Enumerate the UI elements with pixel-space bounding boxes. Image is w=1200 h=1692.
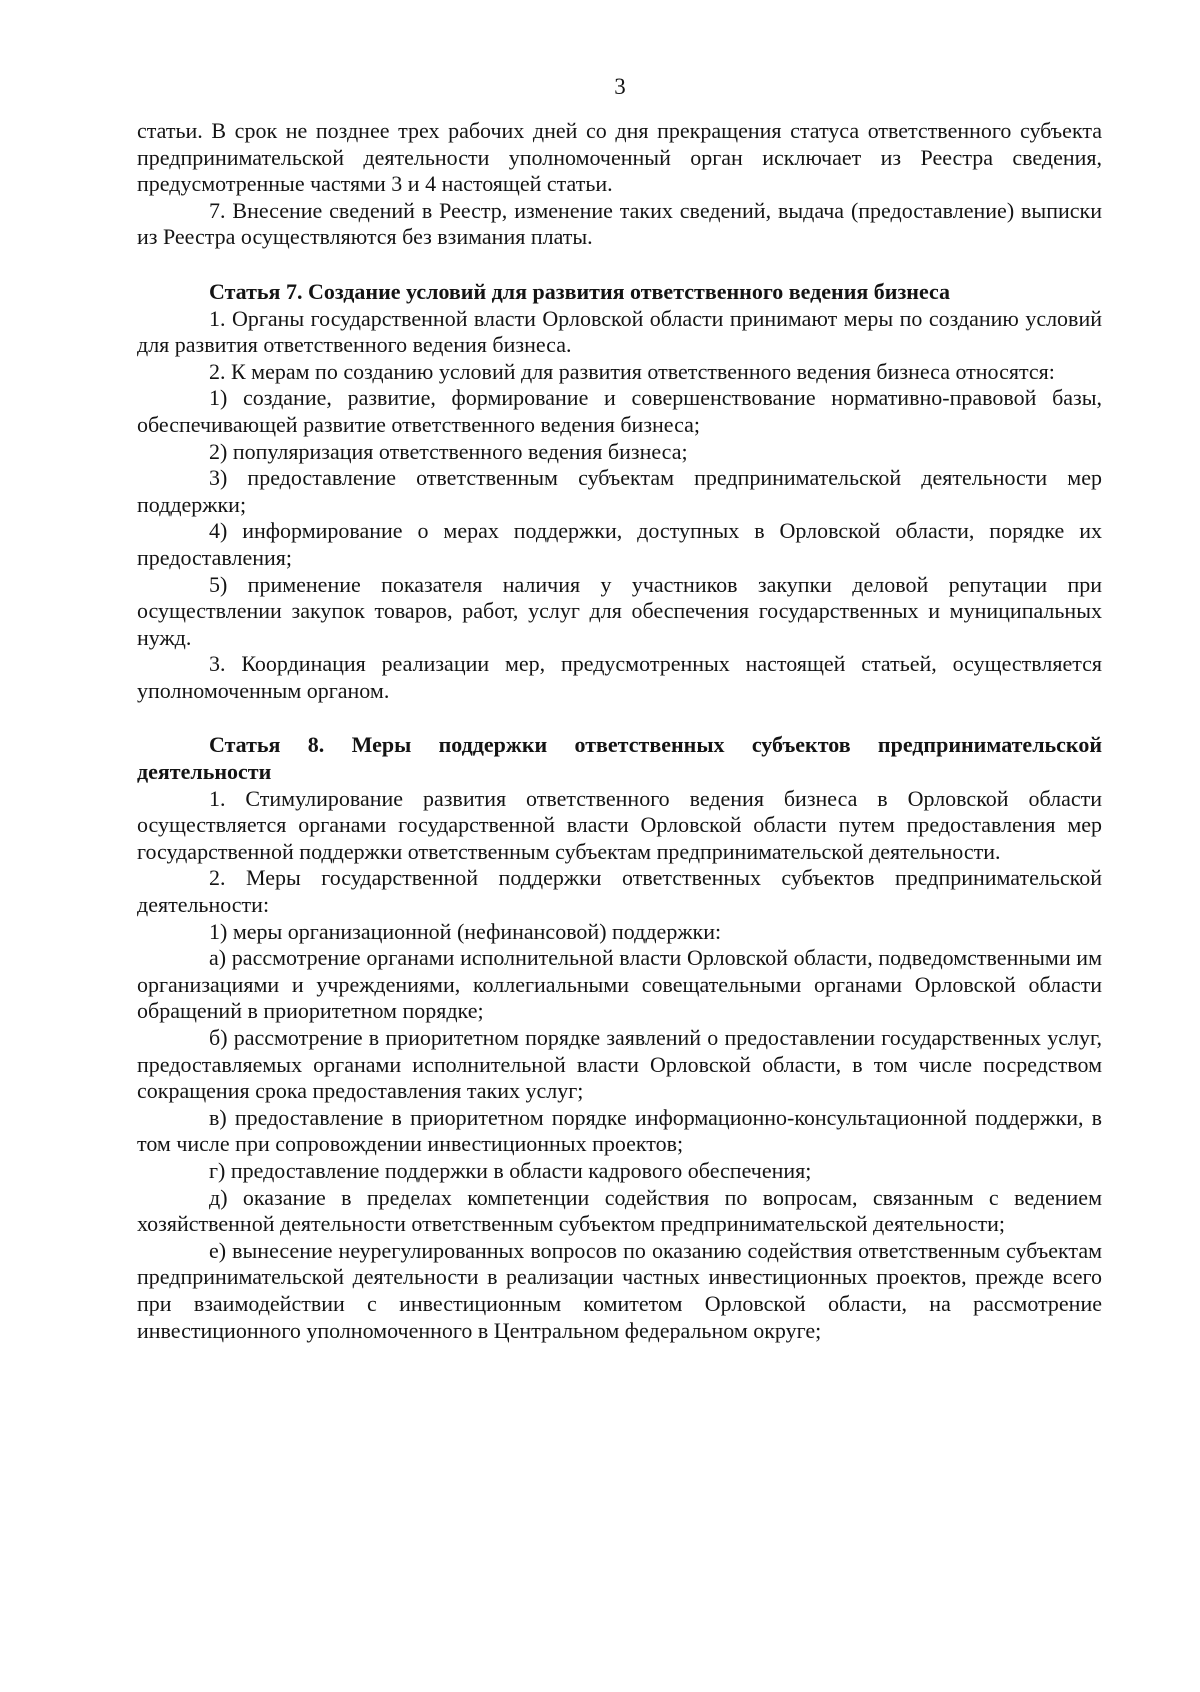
list-item: 4) информирование о мерах поддержки, доступных в Орловской области, порядке их предоставления; — [137, 518, 1102, 570]
paragraph: 1. Стимулирование развития ответственного ведения бизнеса в Орловской области осуществляется органами государственной власти Орловской области путем предоставления мер государственной поддержки ответственным субъектам предпринимательской деятельности. — [137, 785, 1102, 864]
paragraph: 3. Координация реализации мер, предусмотренных настоящей статьей, осуществляется уполномоченным органом. — [137, 651, 1102, 703]
document-body — [137, 118, 1102, 1344]
section-gap — [137, 704, 1102, 732]
paragraph: 7. Внесение сведений в Реестр, изменение таких сведений, выдача (предоставление) выписки из Реестра осуществляются без взимания платы. — [137, 197, 1102, 250]
list-item: а) рассмотрение органами исполнительной власти Орловской области, подведомственными им организациями и учреждениями, коллегиальными совещательными органами Орловской области обращений в приоритетном порядке; — [137, 945, 1102, 1024]
list-item: в) предоставление в приоритетном порядке информационно-консультационной поддержки, в том числе при сопровождении инвестиционных проектов; — [137, 1104, 1102, 1157]
paragraph: 2. К мерам по созданию условий для развития ответственного ведения бизнеса относятся: — [209, 358, 1055, 384]
paragraph: статьи. В срок не позднее трех рабочих дней со дня прекращения статуса ответственного субъекта предпринимательской деятельности уполномоченный орган исключает из Реестра сведения, предусмотренные частями 3 и 4 настоящей статьи. — [137, 118, 1102, 197]
paragraph: 2. Меры государственной поддержки ответственных субъектов предпринимательской деятельности: — [137, 865, 1102, 918]
paragraph: 1. Органы государственной власти Орловской области принимают меры по созданию условий для развития ответственного ведения бизнеса. — [137, 305, 1102, 358]
section-gap — [137, 251, 1102, 279]
list-item: д) оказание в пределах компетенции содействия по вопросам, связанным с ведением хозяйственной деятельности ответственным субъектом предпринимательской деятельности; — [137, 1184, 1102, 1237]
article-7-heading: Статья 7. Создание условий для развития ответственного ведения бизнеса — [209, 278, 951, 304]
list-item: 1) создание, развитие, формирование и совершенствование нормативно-правовой базы, обеспечивающей развитие ответственного ведения бизнеса; — [137, 385, 1102, 437]
page-number: 3 — [614, 74, 626, 99]
list-item: 1) меры организационной (нефинансовой) поддержки: — [209, 918, 722, 944]
list-item: 5) применение показателя наличия у участников закупки деловой репутации при осуществлении закупок товаров, работ, услуг для обеспечения государственных и муниципальных нужд. — [137, 571, 1102, 650]
list-item: е) вынесение неурегулированных вопросов по оказанию содействия ответственным субъектам предпринимательской деятельности в реализации частных инвестиционных проектов, прежде всего при взаимодействии с инвестиционным комитетом Орловской области, на рассмотрение инвестиционного уполномоченного в Центральном федеральном округе; — [137, 1237, 1102, 1343]
article-8-heading: Статья 8. Меры поддержки ответственных субъектов предпринимательской деятельности — [137, 732, 1102, 785]
list-item: 2) популяризация ответственного ведения бизнеса; — [209, 438, 688, 464]
list-item: б) рассмотрение в приоритетном порядке заявлений о предоставлении государственных услуг, предоставляемых органами исполнительной власти Орловской области, в том числе посредством сокращения срока предоставления таких услуг; — [137, 1025, 1102, 1104]
list-item: г) предоставление поддержки в области кадрового обеспечения; — [209, 1157, 812, 1183]
list-item: 3) предоставление ответственным субъектам предпринимательской деятельности мер поддержки; — [137, 465, 1102, 517]
